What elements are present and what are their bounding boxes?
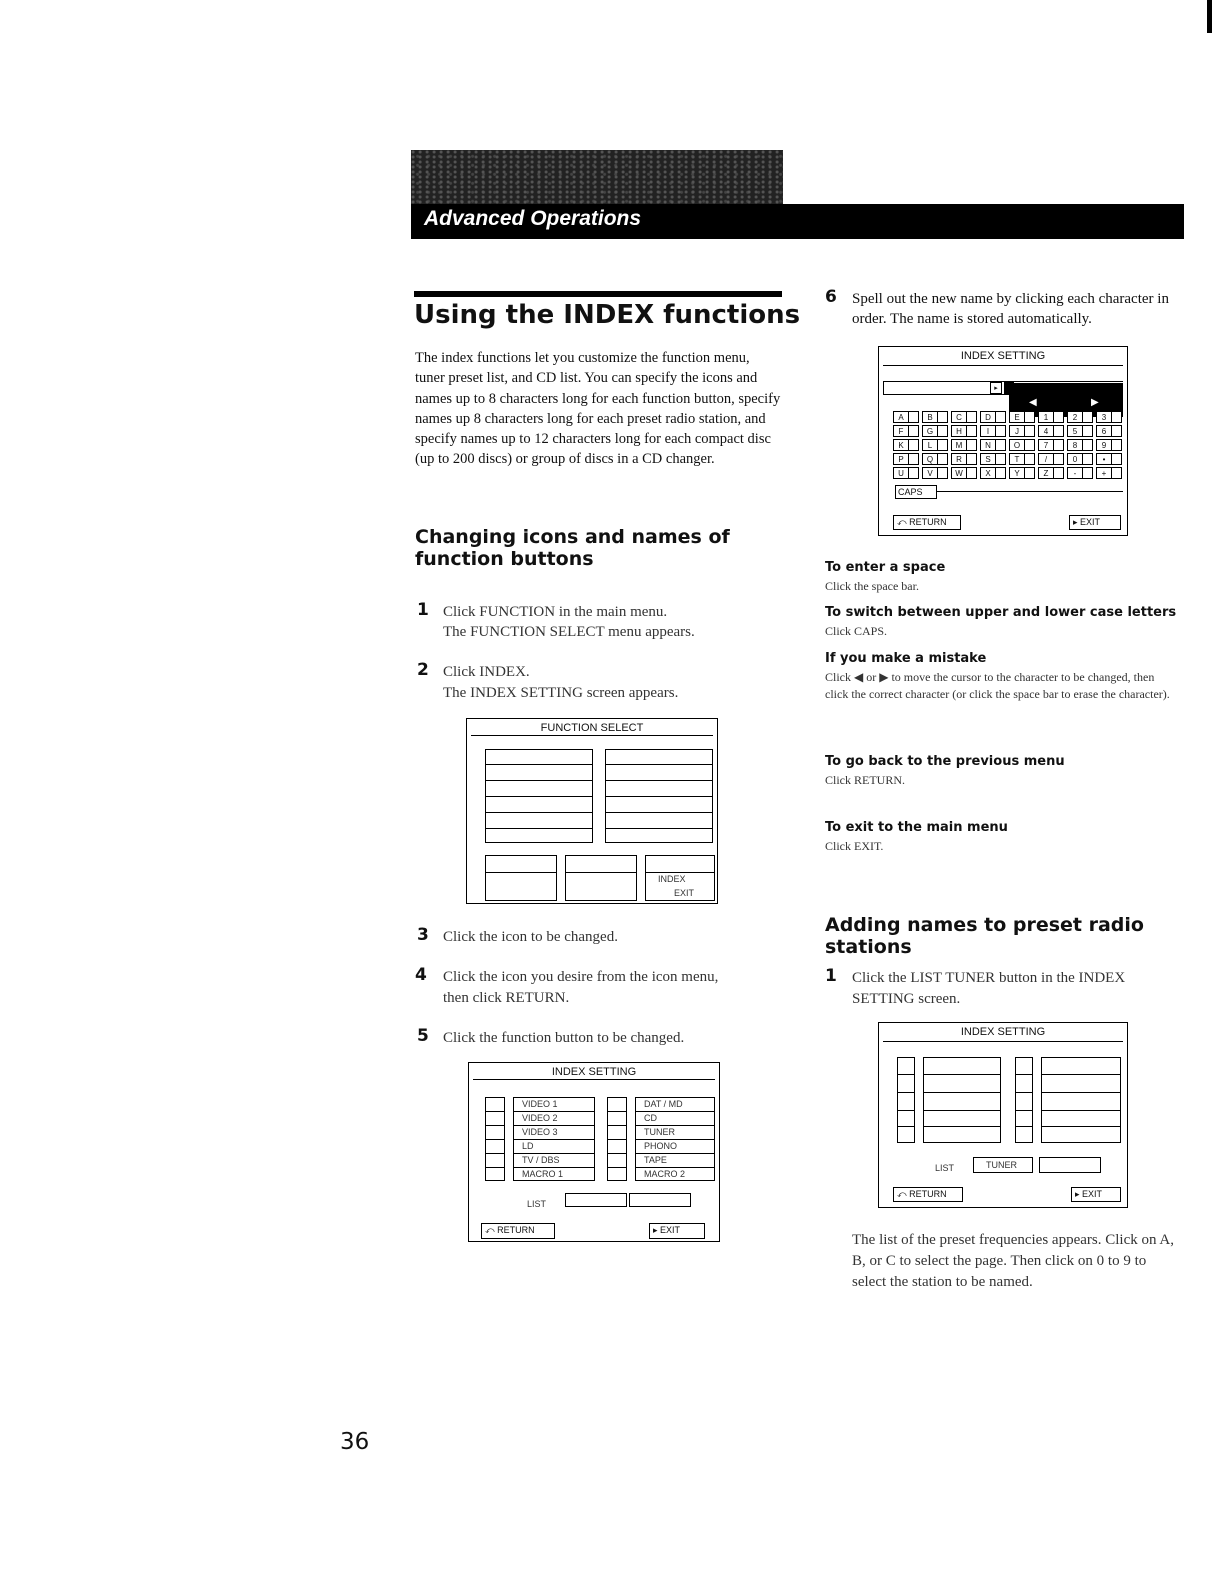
step-subtext: The FUNCTION SELECT menu appears.	[443, 624, 695, 640]
bottom-button-b	[565, 855, 637, 901]
keyboard-key-blank	[909, 467, 919, 479]
closing-paragraph: The list of the preset frequencies appears. Click on A, B, or C to select the page. Then click on 0 to 9 to select the station to be named.	[852, 1232, 1174, 1290]
index-setting-screen-functions	[468, 1062, 720, 1242]
step-number: 6	[825, 287, 837, 307]
keyboard-key: R	[951, 453, 967, 465]
list-button-b	[629, 1193, 691, 1207]
nav-heading: To exit to the main menu	[825, 820, 1008, 835]
keyboard-key-blank	[1083, 425, 1093, 437]
keyboard-key-blank	[1083, 467, 1093, 479]
keyboard-key-blank	[967, 439, 977, 451]
keyboard-key: X	[980, 467, 996, 479]
function-label: MACRO 2	[644, 1169, 686, 1179]
keyboard-key-blank	[938, 467, 948, 479]
subsection-heading-radio: Adding names to preset radio stations	[825, 914, 1144, 958]
keyboard-key: •	[1096, 453, 1112, 465]
keyboard-key: H	[951, 425, 967, 437]
keyboard-key: 2	[1067, 411, 1083, 423]
exit-icon: ▸	[653, 1225, 661, 1235]
keyboard-key: P	[893, 453, 909, 465]
keyboard-key-blank	[1112, 467, 1122, 479]
step-number: 1	[825, 966, 837, 986]
keyboard-key: L	[922, 439, 938, 451]
index-setting-keyboard-screen	[878, 346, 1128, 536]
step-text: Click FUNCTION in the main menu.	[443, 604, 668, 620]
function-label: PHONO	[644, 1141, 678, 1151]
keyboard-key: V	[922, 467, 938, 479]
function-label: TAPE	[644, 1155, 667, 1165]
keyboard-key: 0	[1067, 453, 1083, 465]
screen-title: INDEX SETTING	[960, 350, 1046, 362]
icon-column-left	[897, 1057, 915, 1143]
right-arrow-icon: ▶	[1091, 397, 1099, 408]
keyboard-key: Y	[1009, 467, 1025, 479]
keyboard-key: 6	[1096, 425, 1112, 437]
index-exit-group	[645, 855, 715, 901]
keyboard-key: W	[951, 467, 967, 479]
keyboard-key-blank	[996, 453, 1006, 465]
function-label: DAT / MD	[644, 1099, 683, 1109]
return-button: ⤺ RETURN	[893, 1187, 963, 1202]
keyboard-key: 5	[1067, 425, 1083, 437]
keyboard-key: Q	[922, 453, 938, 465]
keyboard-key-blank	[967, 453, 977, 465]
function-label: TV / DBS	[522, 1155, 560, 1165]
cursor-marker: ▸	[990, 382, 1002, 394]
keyboard-key: /	[1038, 453, 1054, 465]
keyboard-key: C	[951, 411, 967, 423]
keyboard-key-blank	[1083, 411, 1093, 423]
keyboard-key-blank	[909, 439, 919, 451]
function-label: CD	[644, 1113, 657, 1123]
keyboard-key-blank	[1112, 425, 1122, 437]
name-column-right	[635, 1097, 715, 1181]
keyboard-key-blank	[938, 453, 948, 465]
keyboard-key: G	[922, 425, 938, 437]
keyboard-key: O	[1009, 439, 1025, 451]
keyboard-key: +	[1096, 467, 1112, 479]
header-section-title: Advanced Operations	[424, 207, 642, 230]
function-label: VIDEO 3	[522, 1127, 558, 1137]
keyboard-key-blank	[1083, 453, 1093, 465]
nav-text: Click RETURN.	[825, 773, 905, 787]
keyboard-key-blank	[938, 425, 948, 437]
keyboard-key-blank	[909, 411, 919, 423]
tip-heading: To switch between upper and lower case letters	[825, 605, 1177, 620]
name-column-right	[1041, 1057, 1121, 1143]
icon-column-right	[1015, 1057, 1033, 1143]
tip-heading: To enter a space	[825, 560, 946, 575]
keyboard-key: 7	[1038, 439, 1054, 451]
step-text: Click the icon to be changed.	[443, 929, 618, 945]
name-column-left	[923, 1057, 1001, 1143]
keyboard-key-blank	[996, 439, 1006, 451]
keyboard-key: 8	[1067, 439, 1083, 451]
keyboard-key: I	[980, 425, 996, 437]
tip-text: Click CAPS.	[825, 624, 888, 638]
step-number: 3	[417, 925, 429, 945]
tip-heading: If you make a mistake	[825, 651, 987, 666]
screen-title: INDEX SETTING	[551, 1066, 637, 1078]
subsection-heading-icons: Changing icons and names of function buttons	[415, 526, 730, 570]
step-subtext: then click RETURN.	[443, 990, 570, 1006]
tip-text: Click ◀ or ▶ to move the cursor to the character to be changed, then click the correct character (or click the space bar to erase the character).	[825, 670, 1170, 701]
exit-icon: ▸	[1073, 517, 1081, 527]
step-number: 5	[417, 1026, 429, 1046]
keyboard-key-blank	[1112, 439, 1122, 451]
keyboard-key-blank	[1025, 411, 1035, 423]
keyboard-key-blank	[938, 439, 948, 451]
bottom-button-a	[485, 855, 557, 901]
exit-button-label: EXIT	[674, 888, 695, 898]
keyboard-key: -	[1067, 467, 1083, 479]
return-button: ⤺ RETURN	[481, 1223, 555, 1239]
keyboard-key: 1	[1038, 411, 1054, 423]
keyboard-key-blank	[1054, 425, 1064, 437]
keyboard-key-blank	[1112, 453, 1122, 465]
return-button: ⤺ RETURN	[893, 515, 961, 530]
exit-button: ▸ EXIT	[1069, 515, 1121, 530]
keyboard-key: Z	[1038, 467, 1054, 479]
function-button-group-left	[485, 749, 593, 843]
function-button-group-right	[605, 749, 713, 843]
index-button-label: INDEX	[658, 874, 686, 884]
keyboard-key: T	[1009, 453, 1025, 465]
step-text: Click the LIST TUNER button in the INDEX	[852, 970, 1126, 986]
keyboard-key-blank	[967, 411, 977, 423]
list-label: LIST	[527, 1199, 547, 1209]
keyboard-key: 3	[1096, 411, 1112, 423]
function-label: TUNER	[644, 1127, 675, 1137]
keyboard-key-blank	[1054, 439, 1064, 451]
return-icon: ⤺	[485, 1225, 498, 1235]
crop-mark	[1207, 0, 1212, 33]
keyboard-key-blank	[909, 453, 919, 465]
keyboard-key-blank	[967, 467, 977, 479]
step-subtext: The INDEX SETTING screen appears.	[443, 685, 679, 701]
keyboard-key-blank	[996, 425, 1006, 437]
header-texture-band	[411, 150, 783, 204]
keyboard-key: 4	[1038, 425, 1054, 437]
index-setting-screen-list	[878, 1022, 1128, 1208]
step-number: 4	[415, 965, 427, 985]
keyboard-key-blank	[1025, 467, 1035, 479]
keyboard-key: K	[893, 439, 909, 451]
step-text: Click the icon you desire from the icon menu,	[443, 969, 719, 985]
function-label: VIDEO 2	[522, 1113, 558, 1123]
step-text: Spell out the new name by clicking each character in order. The name is stored automatically.	[852, 291, 1169, 328]
keyboard-key: A	[893, 411, 909, 423]
nav-heading: To go back to the previous menu	[825, 754, 1065, 769]
keyboard-key-blank	[1025, 453, 1035, 465]
tip-text: Click the space bar.	[825, 579, 919, 593]
character-keyboard	[893, 411, 1123, 487]
keyboard-key: S	[980, 453, 996, 465]
return-icon: ⤺	[897, 1189, 910, 1199]
list-label: LIST	[935, 1163, 955, 1173]
keyboard-key: J	[1009, 425, 1025, 437]
exit-icon: ▸	[1075, 1189, 1083, 1199]
page-number: 36	[340, 1429, 370, 1455]
icon-column-left	[485, 1097, 505, 1181]
page-title: Using the INDEX functions	[414, 300, 801, 330]
section-rule	[414, 291, 782, 297]
keyboard-key-blank	[967, 425, 977, 437]
keyboard-key-blank	[1112, 411, 1122, 423]
function-label: MACRO 1	[522, 1169, 564, 1179]
step-text: Click the function button to be changed.	[443, 1030, 685, 1046]
keyboard-key-blank	[909, 425, 919, 437]
keyboard-key: B	[922, 411, 938, 423]
step-number: 1	[417, 600, 429, 620]
intro-paragraph: The index functions let you customize the function menu, tuner preset list, and CD list. You can specify the icons and names up to 8 characters long for each function button, specify names up 8 characters long for each preset radio station, and specify names up to 12 characters long for each compact disc (up to 200 discs) or group of discs in a CD changer.	[415, 350, 781, 468]
caps-button: CAPS	[895, 485, 937, 499]
left-arrow-icon: ◀	[1029, 397, 1037, 408]
keyboard-key: D	[980, 411, 996, 423]
keyboard-key-blank	[938, 411, 948, 423]
keyboard-key-blank	[996, 411, 1006, 423]
icon-column-right	[607, 1097, 627, 1181]
step-subtext: SETTING screen.	[852, 991, 961, 1007]
list-tuner-button: TUNER	[973, 1157, 1033, 1173]
function-label: LD	[522, 1141, 534, 1151]
return-icon: ⤺	[897, 517, 910, 527]
keyboard-key-blank	[1083, 439, 1093, 451]
keyboard-key: M	[951, 439, 967, 451]
keyboard-key-blank	[1054, 453, 1064, 465]
keyboard-key: N	[980, 439, 996, 451]
step-number: 2	[417, 660, 429, 680]
step-text: Click INDEX.	[443, 664, 530, 680]
keyboard-key: F	[893, 425, 909, 437]
screen-title: INDEX SETTING	[960, 1026, 1046, 1038]
screen-title: FUNCTION SELECT	[540, 722, 644, 734]
exit-button: ▸ EXIT	[1071, 1187, 1121, 1202]
keyboard-key: 9	[1096, 439, 1112, 451]
function-select-screen	[466, 718, 718, 904]
nav-text: Click EXIT.	[825, 839, 884, 853]
keyboard-key-blank	[1025, 425, 1035, 437]
keyboard-key-blank	[1054, 467, 1064, 479]
keyboard-key: E	[1009, 411, 1025, 423]
keyboard-key-blank	[1025, 439, 1035, 451]
list-button-b	[1039, 1157, 1101, 1173]
keyboard-key-blank	[1054, 411, 1064, 423]
keyboard-key: U	[893, 467, 909, 479]
function-label: VIDEO 1	[522, 1099, 558, 1109]
list-button-a	[565, 1193, 627, 1207]
exit-button: ▸ EXIT	[649, 1223, 705, 1239]
name-column-left	[513, 1097, 595, 1181]
keyboard-key-blank	[996, 467, 1006, 479]
